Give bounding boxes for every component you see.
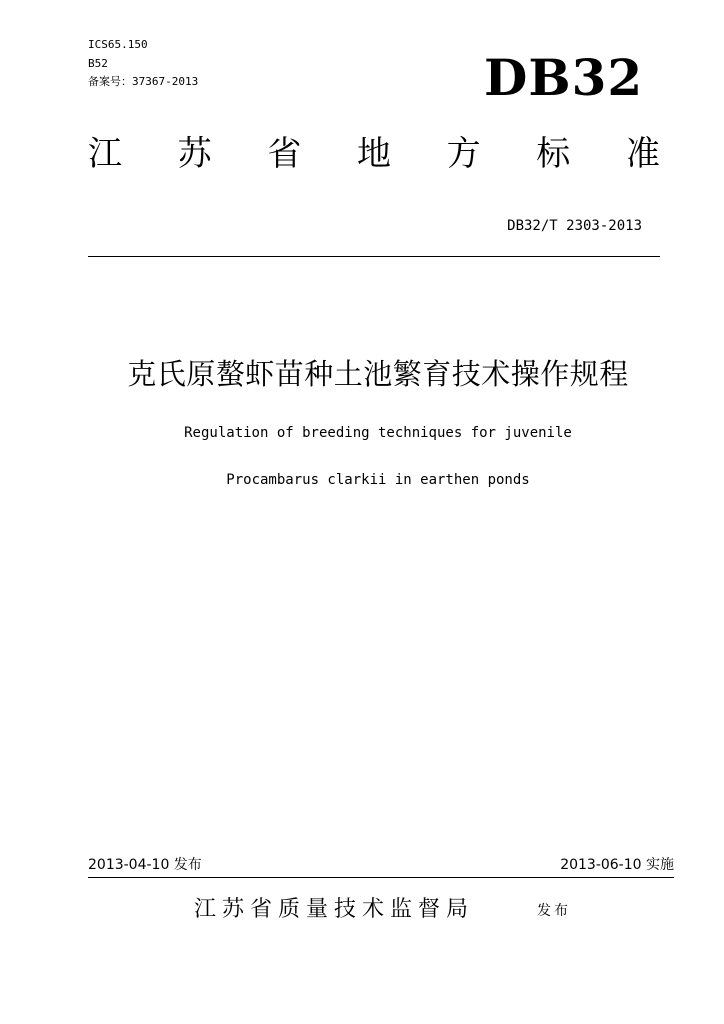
record-number: 备案号：37367-2013 <box>88 75 199 88</box>
standard-type-char: 地 <box>356 134 391 174</box>
ics-code: ICS65.150 <box>88 38 148 51</box>
implementation-date: 2013-06-10 实施 <box>560 857 674 873</box>
document-title-english-line-2: Procambarus clarkii in earthen ponds <box>226 472 530 488</box>
top-divider <box>88 256 660 257</box>
classification-code: B52 <box>88 57 108 70</box>
standard-type-char: 苏 <box>177 134 212 174</box>
standard-logo: DB32 <box>484 48 644 107</box>
document-title-chinese: 克氏原螯虾苗种土池繁育技术操作规程 <box>127 357 629 391</box>
standard-type-char: 标 <box>536 134 571 174</box>
standard-type-heading <box>88 128 660 180</box>
standard-type-char: 省 <box>267 134 302 174</box>
standard-type-char: 准 <box>625 134 660 174</box>
issue-date: 2013-04-10 发布 <box>88 857 202 873</box>
standard-number: DB32/T 2303-2013 <box>507 218 642 234</box>
publish-label: 发布 <box>537 903 571 919</box>
publisher-name: 江苏省质量技术监督局 <box>194 897 475 922</box>
bottom-divider <box>88 877 674 878</box>
standard-type-char: 江 <box>88 134 122 174</box>
standard-type-char: 方 <box>446 134 481 174</box>
document-title-english-line-1: Regulation of breeding techniques for juvenile <box>184 425 572 441</box>
